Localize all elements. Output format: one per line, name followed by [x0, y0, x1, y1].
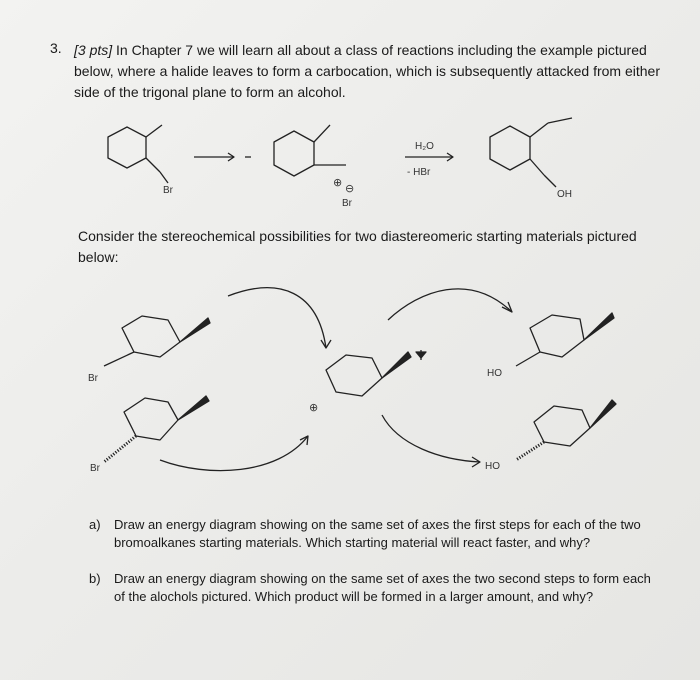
product-alcohol-wedge [516, 313, 614, 366]
cation-charge-symbol: ⊕ [333, 177, 343, 189]
reaction-arrow-2 [405, 153, 453, 161]
curved-arrow-lower-right [382, 415, 480, 462]
center-charge-symbol: ⊕ [309, 402, 319, 414]
wedge-hydroxyl-label: HO [487, 368, 502, 379]
consider-text: Consider the stereochemical possibilities for two diastereomeric starting materials pictured below: [78, 228, 637, 265]
reactant-leaving-group-label: Br [163, 185, 173, 196]
center-carbocation [326, 352, 411, 396]
reagent-label: H₂O [415, 141, 434, 152]
starting-material-wedge [104, 316, 210, 366]
wedge-bromine-label: Br [88, 373, 98, 384]
anion-charge-symbol: ⊖ [345, 183, 355, 195]
question-number: 3. [50, 40, 62, 56]
question-points: [3 pts] [74, 42, 113, 58]
part-b-label: b) [89, 571, 101, 586]
carbocation-intermediate [274, 125, 346, 176]
attack-arrow-small [416, 350, 426, 360]
curved-arrow-lower-left [160, 436, 308, 471]
part-a-text: Draw an energy diagram showing on the same set of axes the first steps for each of the two bromoalkanes starting materials. Which starting material will react faster, and why? [114, 517, 641, 550]
byproduct-label: - HBr [407, 167, 431, 178]
part-b-text: Draw an energy diagram showing on the same set of axes the two second steps to form each of the alochols pictured. Which product will be formed in a larger amount, and why? [114, 571, 651, 604]
question-intro: In Chapter 7 we will learn all about a class of reactions including the example pictured below, where a halide leaves to form a carbocation, which is subsequently attacked from either side of the trigonal plane to form an alcohol. [74, 42, 660, 100]
curved-arrow-upper-right [388, 289, 512, 320]
reactant-bromocyclohexane [108, 125, 168, 183]
product-alcohol-hash [516, 400, 616, 460]
product-alcohol [490, 118, 572, 187]
part-a [89, 516, 659, 556]
part-a-label: a) [89, 517, 101, 532]
product-hydroxyl-label: OH [557, 189, 572, 200]
starting-material-hash [104, 396, 209, 462]
bromide-anion-label: Br [342, 198, 352, 209]
curved-arrow-upper-left [228, 288, 326, 348]
hash-bromine-label: Br [90, 463, 100, 474]
hash-hydroxyl-label: HO [485, 461, 500, 472]
part-b [89, 570, 659, 630]
reaction-arrow-1 [194, 153, 234, 161]
